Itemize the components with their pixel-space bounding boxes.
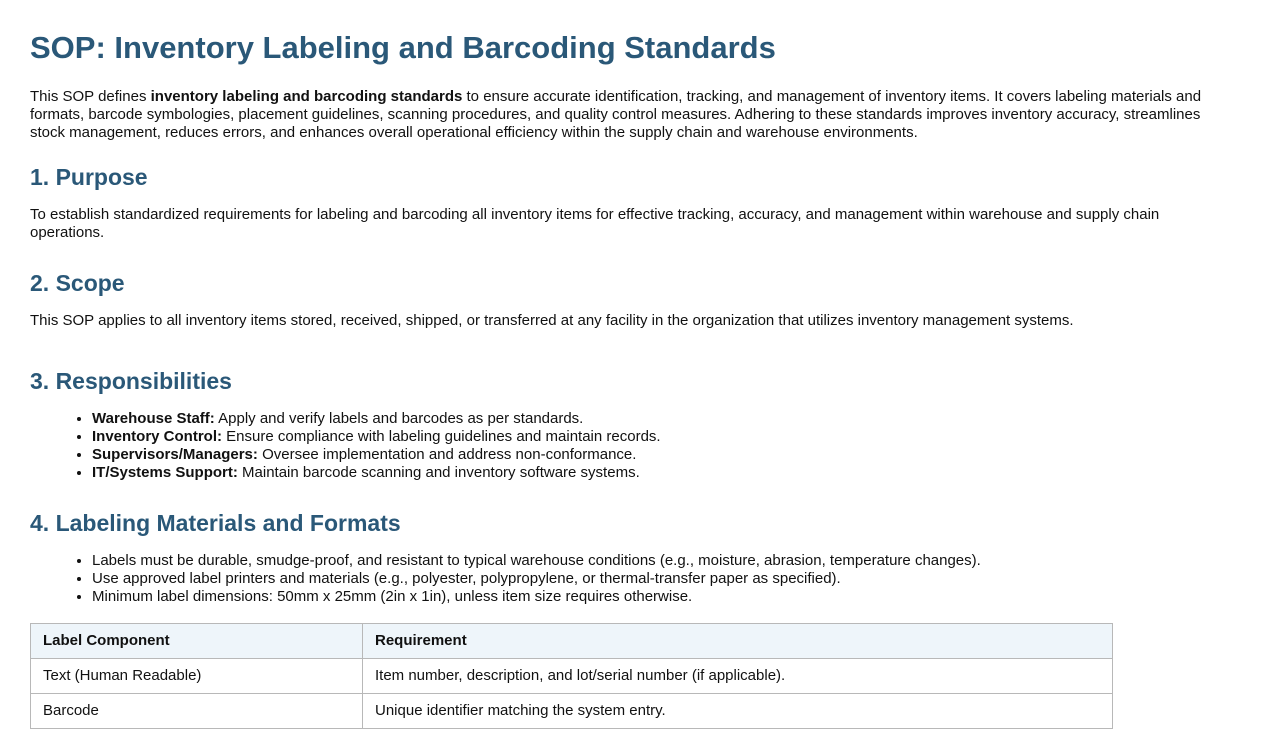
scope-heading: 2. Scope bbox=[30, 270, 125, 296]
intro-suffix: to ensure accurate identification, tracking, and management of inventory items. It covers labeling materials and formats, barcode symbologies, placement guidelines, scanning procedures, and quality control measures. Adhering to these standards improves inventory accuracy, streamlines stock management, reduces errors, and enhances overall operational efficiency within the supply chain and warehouse environments. bbox=[30, 88, 1202, 141]
role-text: Oversee implementation and address non-conformance. bbox=[257, 446, 637, 463]
column-header: Requirement bbox=[363, 624, 1113, 659]
table-row bbox=[31, 659, 1113, 694]
list-item: • Use approved label printers and materials (e.g., polyester, polypropylene, or thermal-transfer paper as specified). bbox=[92, 570, 1233, 588]
page-title: SOP: Inventory Labeling and Barcoding Standards bbox=[30, 30, 776, 65]
role-text: Ensure compliance with labeling guidelines and maintain records. bbox=[222, 428, 661, 445]
role-label: Inventory Control: bbox=[92, 428, 222, 445]
intro-paragraph bbox=[30, 88, 1233, 142]
purpose-text: To establish standardized requirements for labeling and barcoding all inventory items for effective tracking, accuracy, and management within warehouse and supply chain operations. bbox=[30, 206, 1160, 241]
scope-text: This SOP applies to all inventory items stored, received, shipped, or transferred at any facility in the organization that utilizes inventory management systems. bbox=[30, 312, 1074, 329]
intro-prefix: This SOP defines bbox=[30, 88, 151, 105]
column-header: Label Component bbox=[31, 624, 363, 659]
role-text: Maintain barcode scanning and inventory software systems. bbox=[237, 464, 640, 481]
table-cell: Text (Human Readable) bbox=[31, 659, 363, 694]
list-item bbox=[92, 464, 1233, 482]
list-item: • Minimum label dimensions: 50mm x 25mm (2in x 1in), unless item size requires otherwise. bbox=[92, 588, 1233, 606]
role-label: Supervisors/Managers: bbox=[92, 446, 258, 463]
responsibilities-list bbox=[30, 410, 1233, 482]
purpose-heading: 1. Purpose bbox=[30, 164, 148, 190]
materials-list bbox=[30, 552, 1233, 606]
responsibilities-heading: 3. Responsibilities bbox=[30, 368, 232, 394]
intro-bold: inventory labeling and barcoding standards bbox=[150, 88, 463, 105]
role-label: Warehouse Staff: bbox=[92, 410, 215, 427]
table-cell: Barcode bbox=[31, 694, 363, 729]
materials-heading: 4. Labeling Materials and Formats bbox=[30, 510, 401, 536]
list-item bbox=[92, 446, 1233, 464]
role-label: IT/Systems Support: bbox=[92, 464, 238, 481]
table-header-row bbox=[31, 624, 1113, 659]
list-item bbox=[92, 410, 1233, 428]
table-cell: Unique identifier matching the system entry. bbox=[363, 694, 1113, 729]
list-item bbox=[92, 428, 1233, 446]
table-row bbox=[31, 694, 1113, 729]
table-cell: Item number, description, and lot/serial number (if applicable). bbox=[363, 659, 1113, 694]
list-item: • Labels must be durable, smudge-proof, and resistant to typical warehouse conditions (e.g., moisture, abrasion, temperature changes). bbox=[92, 552, 1233, 570]
label-components-table bbox=[30, 623, 1113, 729]
role-text: Apply and verify labels and barcodes as per standards. bbox=[214, 410, 584, 427]
